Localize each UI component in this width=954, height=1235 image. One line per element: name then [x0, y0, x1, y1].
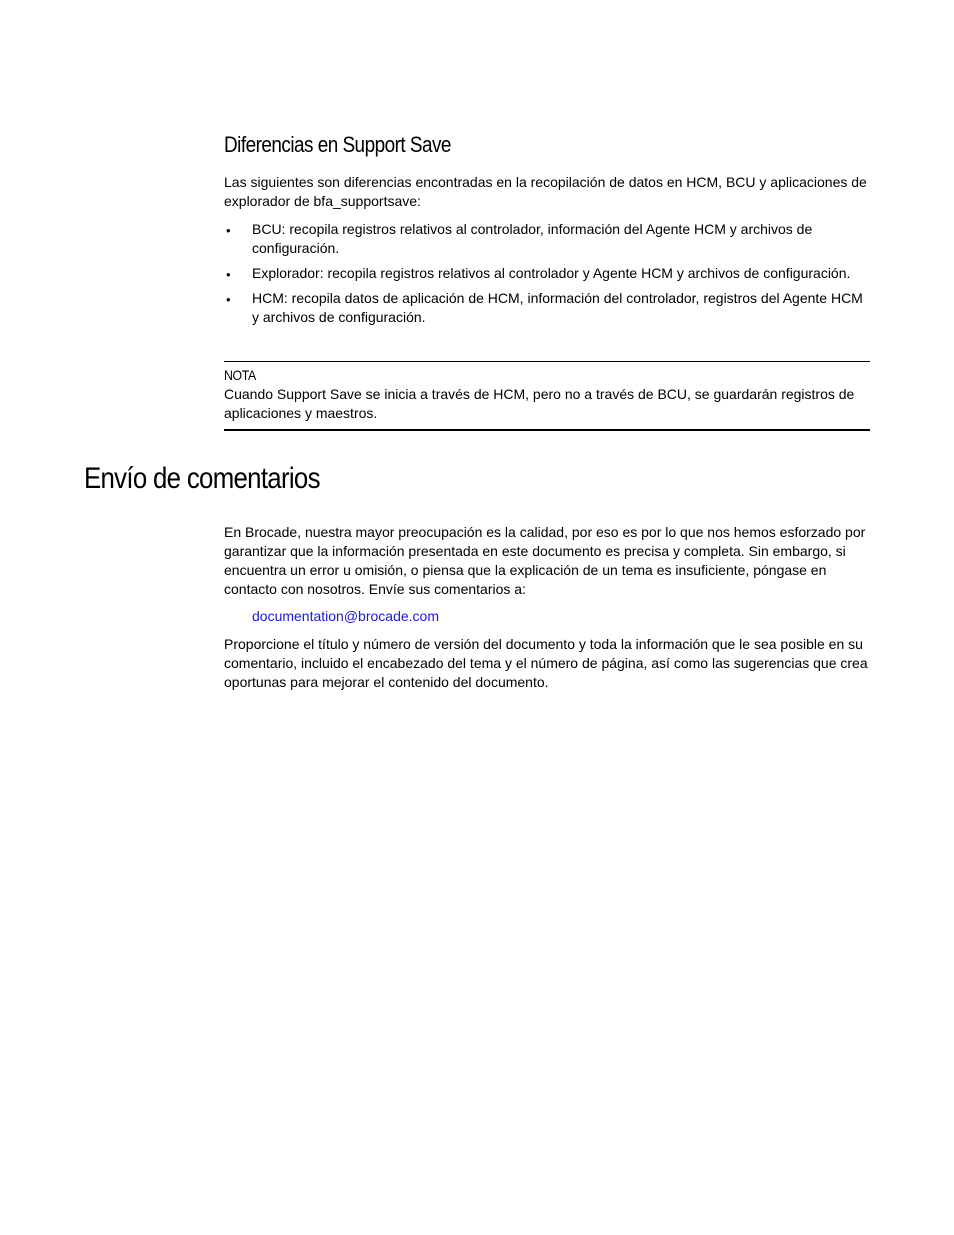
list-item: [224, 264, 870, 283]
feedback-text: En Brocade, nuestra mayor preocupación es la calidad, por eso es por lo que nos hemos esforzado por garantizar que la información presentada en este documento es precisa y completa. Sin embargo, si encuentra un error u omisión, o piensa que la explicación de un tema es insuficiente, póngase en contacto con nosotros. Envíe sus comentarios a:: [224, 524, 866, 597]
list-item: [224, 220, 870, 258]
note-label: NOTA: [224, 367, 256, 383]
section-heading-feedback: Envío de comentarios: [84, 462, 320, 495]
intro-suffix: :: [417, 193, 421, 209]
instructions-text: Proporcione el título y número de versión del documento y toda la información que le sea posible en su comentario, incluido el encabezado del tema y el número de página, así como las sugerencias que crea oportunas para mejorar el contenido del documento.: [224, 636, 868, 690]
list-item-text: Explorador: recopila registros relativos al controlador y Agente HCM y archivos de configuración.: [252, 265, 851, 281]
feedback-paragraph: [224, 523, 870, 599]
list-item: [224, 289, 870, 327]
bullet-icon: •: [226, 267, 231, 282]
command-name: bfa_supportsave: [313, 193, 418, 209]
intro-text: Las siguientes son diferencias encontradas en la recopilación de datos en HCM, BCU y aplicaciones de explorador de: [224, 174, 867, 209]
intro-paragraph: [224, 173, 870, 211]
note-text: Cuando Support Save se inicia a través de HCM, pero no a través de BCU, se guardarán registros de aplicaciones y maestros.: [224, 386, 855, 421]
differences-list: [224, 220, 870, 333]
feedback-email-link[interactable]: documentation@brocade.com: [252, 608, 439, 624]
instructions-paragraph: [224, 635, 870, 692]
list-item-text: BCU: recopila registros relativos al controlador, información del Agente HCM y archivos de configuración.: [252, 221, 813, 256]
bullet-icon: •: [226, 292, 231, 307]
bullet-icon: •: [226, 223, 231, 238]
section-heading-support-save: Diferencias en Support Save: [224, 132, 451, 157]
note-box: [224, 361, 870, 431]
list-item-text: HCM: recopila datos de aplicación de HCM, información del controlador, registros del Agente HCM y archivos de configuración.: [252, 290, 863, 325]
